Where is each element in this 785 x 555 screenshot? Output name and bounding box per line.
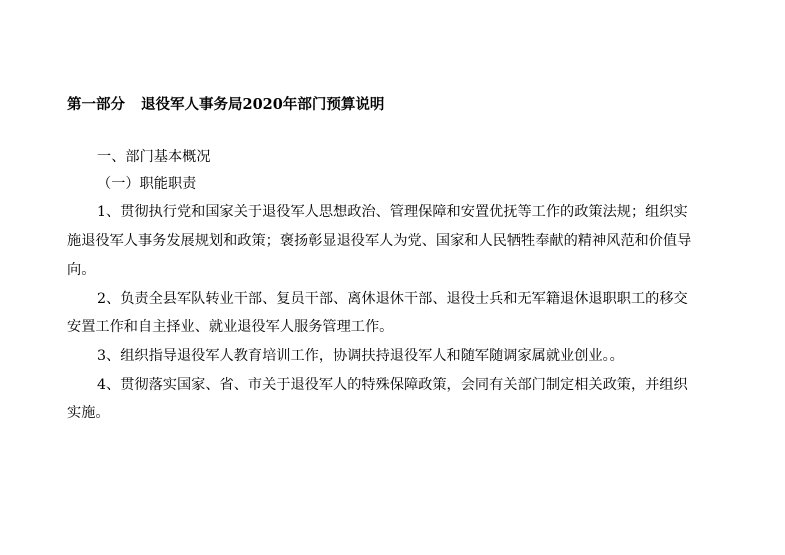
part-title xyxy=(67,93,384,114)
subsection-heading: （一）职能职责 xyxy=(97,176,197,192)
paragraph-2-line-2: 安置工作和自主择业、就业退役军人服务管理工作。 xyxy=(67,319,394,335)
paragraph-4-line-1: 4、贯彻落实国家、省、市关于退役军人的特殊保障政策，会同有关部门制定相关政策，并组织 xyxy=(97,377,688,393)
document-title: 退役军人事务局2020年部门预算说明 xyxy=(141,96,385,113)
paragraph-1-line-3: 向。 xyxy=(67,262,96,278)
paragraph-3-line-1: 3、组织指导退役军人教育培训工作，协调扶持退役军人和随军随调家属就业创业。。 xyxy=(97,348,624,364)
paragraph-4-line-2: 实施。 xyxy=(67,405,110,421)
paragraph-1-line-2: 施退役军人事务发展规划和政策；褒扬彰显退役军人为党、国家和人民牺牲奉献的精神风范和价值导 xyxy=(67,233,692,249)
section-heading: 一、部门基本概况 xyxy=(97,149,211,165)
part-label: 第一部分 xyxy=(67,96,125,113)
paragraph-1-line-1: 1、贯彻执行党和国家关于退役军人思想政治、管理保障和安置优抚等工作的政策法规；组织实 xyxy=(97,204,688,220)
paragraph-2-line-1: 2、负责全县军队转业干部、复员干部、离休退休干部、退役士兵和无军籍退休退职职工的移交 xyxy=(97,291,688,307)
